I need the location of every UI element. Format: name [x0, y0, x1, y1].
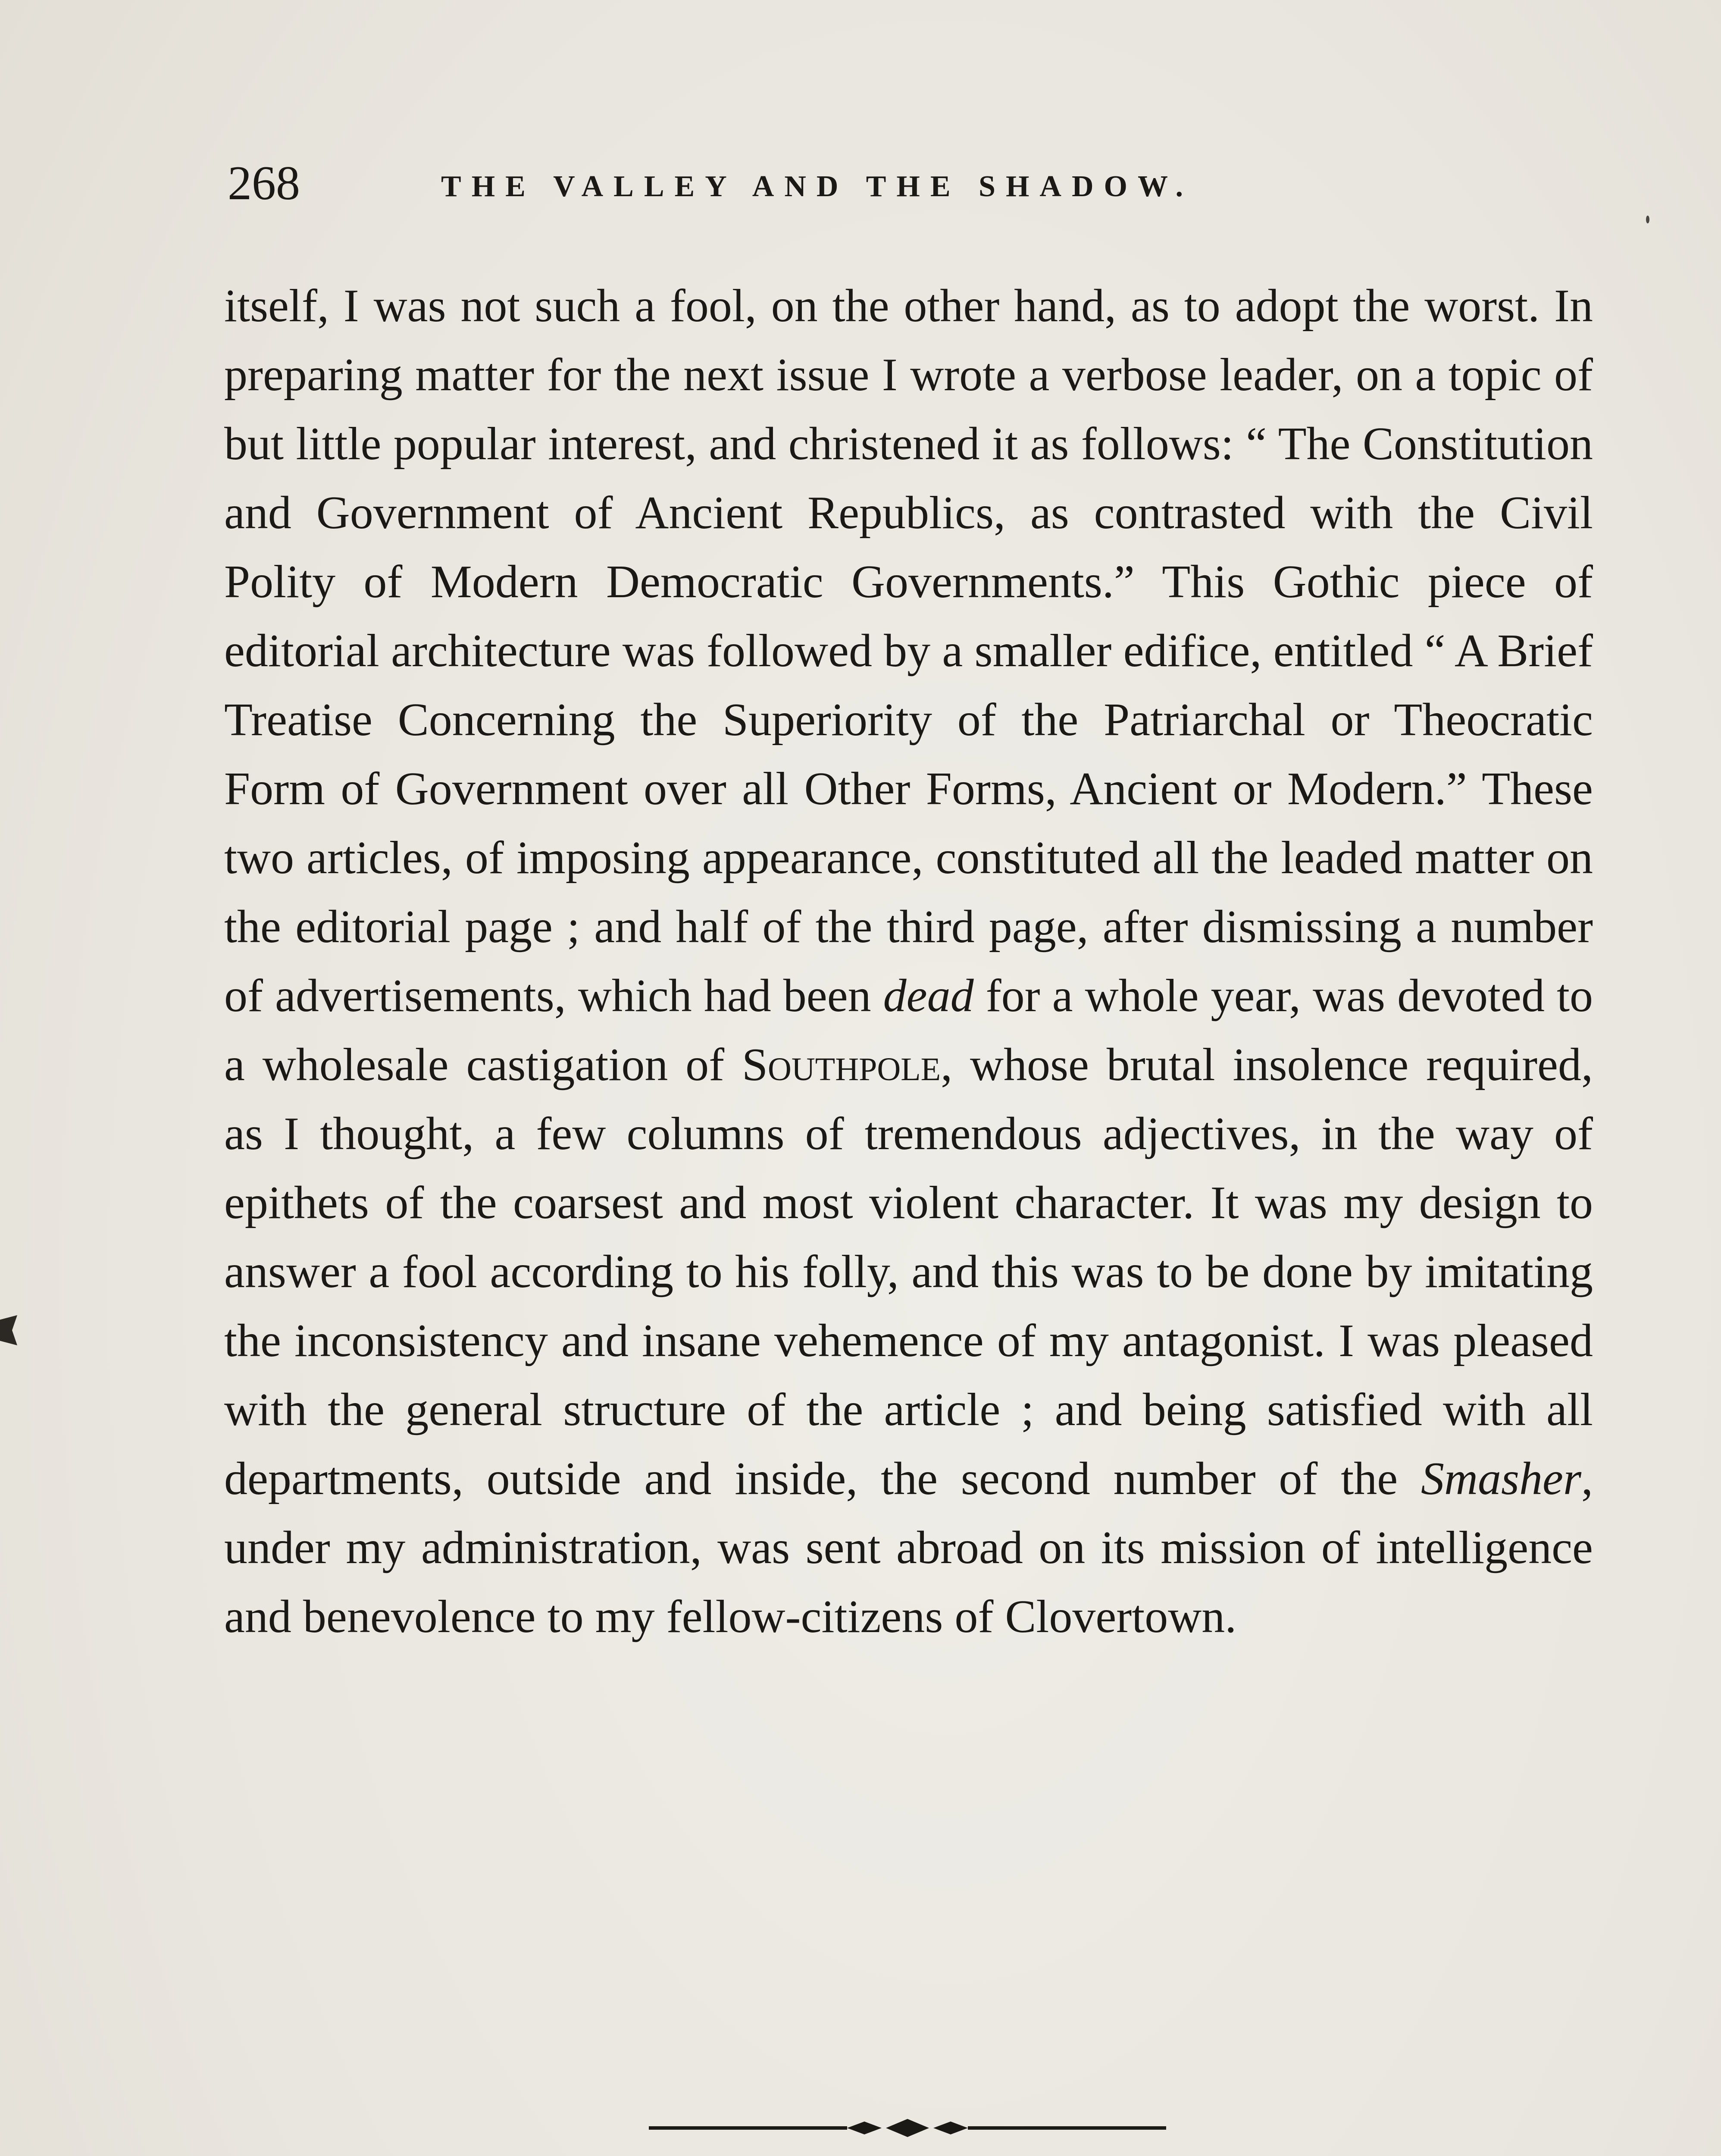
italic-dead: dead [883, 970, 974, 1022]
small-caps-southpole: Southpole [742, 1039, 941, 1091]
paragraph-text: itself, I was not such a fool, on the other hand, as to adopt the worst. In preparing matter for the next issue I wrote a verbose leader, on a topic of but little popular interest, and christened it as follows: “ The Constitution and Government of Ancient Republics, as contrasted with the Civil Polity of Modern Democratic Governments.” This Gothic piece of editorial architecture was followed by a smaller edifice, entitled “ A Brief Treatise Concerning the Superiority of the Patriarchal or Theocratic Form of Government over all Other Forms, Ancient or Modern.” These two articles, of imposing appearance, constituted all the leaded matter on the editorial page ; and half of the third page, after dismissing a number of advertisements, which had been dead for a whole year, was devoted to a wholesale castigation of Southpole, whose brutal insolence required, as I thought, a few columns of tremendous adjectives, in the way of epithets of the coarsest and most violent character. It was my design to answer a fool according to his folly, and this was to be done by imitating the inconsistency and insane vehemence of my antagonist. I was pleased with the general structure of the article ; and being satisfied with all departments, outside and inside, the second number of the Smasher, under my administration, was sent abroad on its mission of intelligence and benevolence to my fellow-citizens of Clovertown. [224, 280, 1593, 1642]
margin-mark [0, 1315, 17, 1345]
page-number: 268 [228, 157, 300, 210]
italic-smasher: Smasher [1421, 1453, 1581, 1504]
running-head [228, 153, 1603, 213]
running-title: THE VALLEY AND THE SHADOW. [441, 170, 1194, 203]
body-paragraph-1 [224, 272, 1593, 2065]
paper-speck [1646, 216, 1649, 223]
section-divider-ornament [649, 2113, 1166, 2143]
